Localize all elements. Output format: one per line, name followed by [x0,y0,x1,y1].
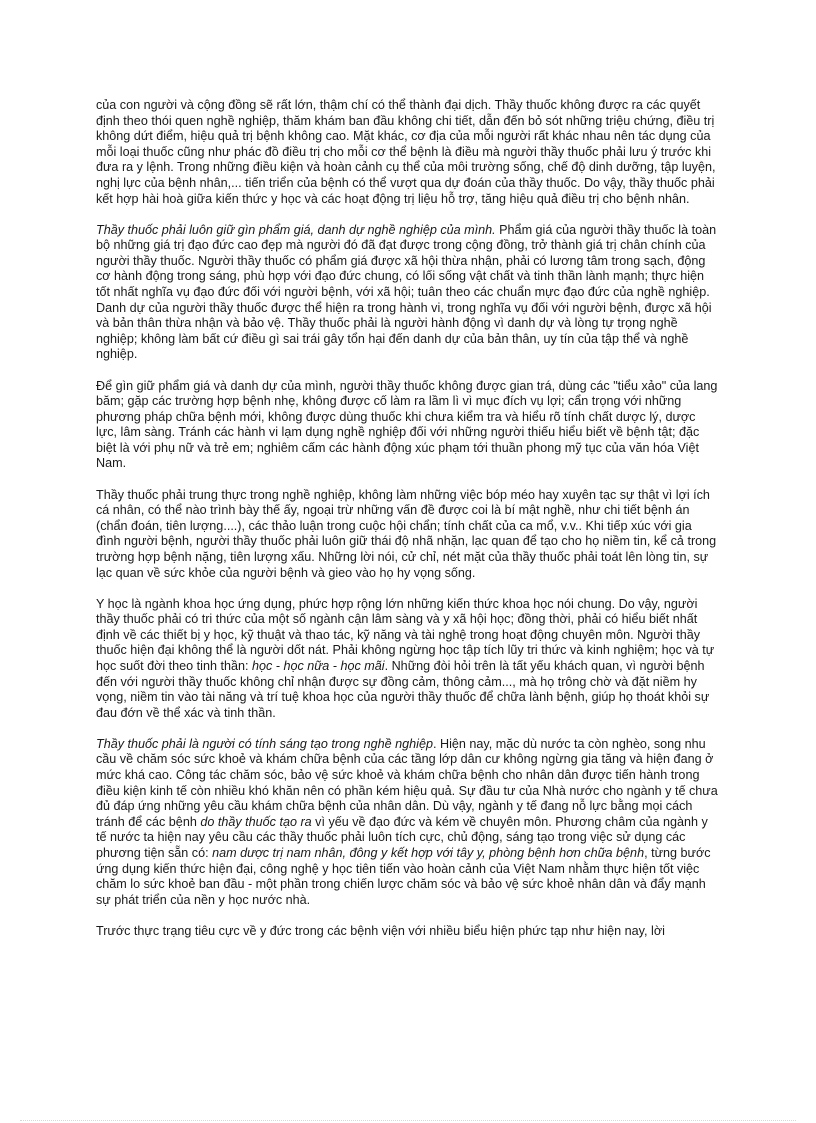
paragraph-5: Thầy thuốc phải trung thực trong nghề nghiệp, không làm những việc bóp méo hay xuyên tạc sự thật vì lợi ích cá nhân, có thể nào trình bày thế ấy, ngoại trừ những vấn đề được coi là bí mật nghề, như chi tiết bệnh án (chẩn đoán, tiên lượng....), các thảo luận trong cuộc hội chẩn; tính chất của ca mổ, v.v.. Khi tiếp xúc với gia đình người bệnh, người thầy thuốc phải luôn giữ thái độ nhã nhặn, lạc quan để tạo cho họ niềm tin, kể cả trong trường hợp bệnh nặng, tiên lượng xấu. Những lời nói, cử chỉ, nét mặt của thầy thuốc phải toát lên lòng tin, sự lạc quan về sức khỏe của người bệnh và gieo vào họ hy vọng sống. [96,487,717,580]
paragraph-7-lead: Thầy thuốc phải là người có tính sáng tạo trong nghề nghiệp [96,736,433,751]
paragraph-2-text: Phẩm giá của người thầy thuốc là toàn bộ những giá trị đạo đức cao đẹp mà người đó đã đạt được trong cộng đồng, trở thành giá trị chân chính của người thầy thuốc. Người thầy thuốc có phẩm giá được xã hội thừa nhận, phải có lương tâm trong sạch, động cơ hành động trong sáng, phù hợp với đạo đức chung, có lối sống vật chất và tinh thần lành mạnh; thực hiện tốt nhất nghĩa vụ đạo đức đối với người bệnh, với xã hội; tuân theo các chuẩn mực đạo đức của nghề nghiệp. [96,222,717,300]
paragraph-7 [96,737,718,909]
paragraph-6-text-a: Y học là ngành khoa học ứng dụng, phức hợp rộng lớn những kiến thức khoa học nói chung. Do vậy, người thầy thuốc phải có tri thức của một số ngành cận lâm sàng và y xã hội học; đồng thời, phải có hiểu biết nhất định về các thiết bị y học, kỹ thuật và thao tác, kỹ năng và tài nghệ trong hoạt động chuyên môn. Người thầy thuốc hiện đại không thể là người dốt nát. Phải không ngừng học tập tích lũy tri thức và kinh nghiệm; học và tự học suốt đời theo tinh thần: [96,596,715,673]
paragraph-7-text-c: , từng bước ứng dụng kiến thức hiện đại, công nghệ y học tiên tiến vào hoàn cảnh của Việt Nam nhằm thực hiện tốt việc chăm lo sức khoẻ ban đầu - một phần trong chiến lược chăm sóc và bảo vệ sức khoẻ nhân dân và đẩy mạnh sự phát triển của nền y học nước nhà. [96,846,711,907]
paragraph-8: Trước thực trạng tiêu cực về y đức trong các bệnh viện với nhiều biểu hiện phức tạp như hiện nay, lời [96,923,665,938]
paragraph-6-motto: học - học nữa - học mãi [252,659,385,673]
paragraph-2-lead: Thầy thuốc phải luôn giữ gìn phẩm giá, danh dự nghề nghiệp của mình. [96,222,496,237]
paragraph-7-text-b: vì yếu về đạo đức và kém về chuyên môn. Phương châm của ngành y tế nước ta hiện nay yêu cầu các thầy thuốc phải luôn tích cực, chủ động, sáng tạo trong việc sử dụng các phương tiện sẵn có: [96,814,708,861]
document-body [96,98,718,940]
paragraph-6 [96,597,718,722]
paragraph-3: Danh dự của người thầy thuốc được thể hiện ra trong hành vi, trong nghĩa vụ đối với người bệnh, được xã hội và bản thân thừa nhận và bảo vệ. Thầy thuốc phải là người hành động vì danh dự và lòng tự trọng nghề nghiệp; không làm bất cứ điều gì sai trái gây tổn hại đến danh dự của bản thân, uy tín của tập thể và nghề nghiệp. [96,300,712,362]
paragraph-7-text-a: . Hiện nay, mặc dù nước ta còn nghèo, song nhu cầu về chăm sóc sức khoẻ và khám chữa bệnh của các tầng lớp dân cư không ngừng gia tăng và hiện đang ở mức khá cao. Công tác chăm sóc, bảo vệ sức khoẻ và khám chữa bệnh cho nhân dân được tiến hành trong điều kiện kinh tế còn nhiều khó khăn nên có phần kém hiệu quả. Sự đầu tư của Nhà nước cho ngành y tế chưa đủ đáp ứng những yêu cầu khám chữa bệnh của nhân dân. Dù vậy, ngành y tế đang nỗ lực bằng mọi cách tránh để các bệnh [96,736,718,829]
paragraph-1: của con người và cộng đồng sẽ rất lớn, thậm chí có thể thành đại dịch. Thầy thuốc không được ra các quyết định theo thói quen nghề nghiệp, thăm khám ban đầu không chi tiết, dẫn đến bỏ sót những triệu chứng, điều trị không dứt điểm, hiệu quả trị bệnh không cao. Mặt khác, cơ địa của mỗi người rất khác nhau nên tác dụng của mỗi loại thuốc cũng như phác đồ điều trị cho mỗi cơ thể bệnh là điều mà người thầy thuốc phải lưu ý trước khi đưa ra y lệnh. Trong những điều kiện và hoàn cảnh cụ thể của môi trường sống, chế độ dinh dưỡng, tập luyện, nghị lực của bệnh nhân,... tiến triển của bệnh có thể vượt qua dự đoán của thầy thuốc. Do vậy, thầy thuốc phải kết hợp hài hoà giữa kiến thức y học và các hoạt động trị liệu hỗ trợ, tăng hiệu quả điều trị cho bệnh nhân. [96,98,716,206]
paragraph-7-emphasis-1: do thầy thuốc tạo ra [200,814,312,829]
paragraph-7-emphasis-2: nam dược trị nam nhân, đông y kết hợp với tây y, phòng bệnh hơn chữa bệnh [212,846,645,861]
paragraph-4: Để gìn giữ phẩm giá và danh dự của mình, người thầy thuốc không được gian trá, dùng các "tiểu xảo" của lang băm; gặp các trường hợp bệnh nhẹ, không được cố làm ra lầm lì vì mục đích vụ lợi; cẩn trọng với những phương pháp chữa bệnh mới, không được dùng thuốc khi chưa kiểm tra và hiểu rõ tính chất dược lý, dược lực, lâm sàng. Tránh các hành vi lạm dụng nghề nghiệp đối với những người thiếu hiểu biết về bệnh tật; đặc biệt là với phụ nữ và trẻ em; nghiêm cấm các hành động xúc phạm tới thuần phong mỹ tục của văn hóa Việt Nam. [96,378,718,471]
paragraph-2 [96,223,718,301]
paragraph-6-text-b: . Những đòi hỏi trên là tất yếu khách quan, vì người bệnh đến với người thầy thuốc không chỉ nhận được sự đồng cảm, thông cảm..., mà họ trông chờ và đặt niềm hy vọng, niềm tin vào tài năng và trí tuệ khoa học của người thầy thuốc để chữa lành bệnh, giúp họ thoát khỏi sự đau đớn về thể xác và tinh thần. [96,659,710,720]
page-bottom-border [20,1120,796,1121]
